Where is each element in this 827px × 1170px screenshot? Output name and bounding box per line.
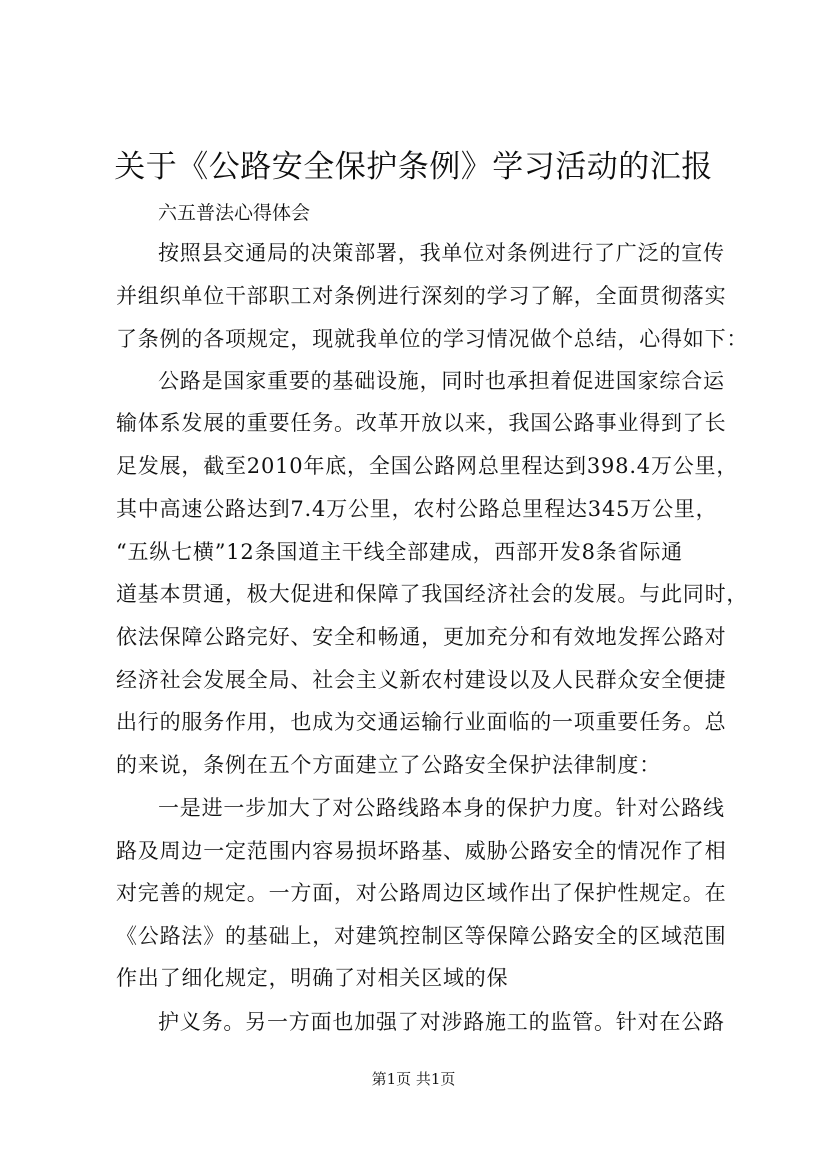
paragraph-line: 道基本贯通，极大促进和保障了我国经济社会的发展。与此同时， [116, 582, 749, 606]
paragraph-line: 作出了细化规定，明确了对相关区域的保 [116, 966, 509, 990]
paragraph-line: 了条例的各项规定，现就我单位的学习情况做个总结，心得如下： [116, 327, 749, 351]
paragraph-line: 并组织单位干部职工对条例进行深刻的学习了解，全面贯彻落实 [116, 284, 727, 308]
paragraph-line: 路及周边一定范围内容易损坏路基、威胁公路安全的情况作了相 [116, 839, 727, 863]
paragraph-line: 对完善的规定。一方面，对公路周边区域作出了保护性规定。在 [116, 881, 727, 905]
paragraph-line: 经济社会发展全局、社会主义新农村建设以及人民群众安全便捷 [116, 668, 727, 692]
paragraph-line: 足发展，截至2010年底，全国公路网总里程达到398.4万公里， [116, 454, 739, 478]
paragraph-line: 输体系发展的重要任务。改革开放以来，我国公路事业得到了长 [116, 411, 727, 435]
paragraph-line: 按照县交通局的决策部署，我单位对条例进行了广泛的宣传 [158, 241, 725, 265]
paragraph-line: 护义务。另一方面也加强了对涉路施工的监管。针对在公路 [158, 1010, 725, 1034]
paragraph-line: 出行的服务作用，也成为交通运输行业面临的一项重要任务。总 [116, 710, 727, 734]
paragraph-line: “五纵七横”12条国道主干线全部建成，西部开发8条省际通 [116, 540, 683, 564]
paragraph-line: 公路是国家重要的基础设施，同时也承担着促进国家综合运 [158, 369, 725, 393]
paragraph-line: 依法保障公路完好、安全和畅通，更加充分和有效地发挥公路对 [116, 625, 727, 649]
document-title: 关于《公路安全保护条例》学习活动的汇报 [114, 149, 713, 185]
page-footer: 第1页 共1页 [371, 1070, 456, 1088]
paragraph-line: 《公路法》的基础上，对建筑控制区等保障公路安全的区域范围 [116, 924, 727, 948]
paragraph-line: 其中高速公路达到7.4万公里，农村公路总里程达345万公里， [116, 497, 718, 521]
paragraph-line: 的来说，条例在五个方面建立了公路安全保护法律制度： [116, 753, 661, 777]
document-subtitle: 六五普法心得体会 [158, 202, 311, 224]
paragraph-line: 一是进一步加大了对公路线路本身的保护力度。针对公路线 [158, 796, 725, 820]
